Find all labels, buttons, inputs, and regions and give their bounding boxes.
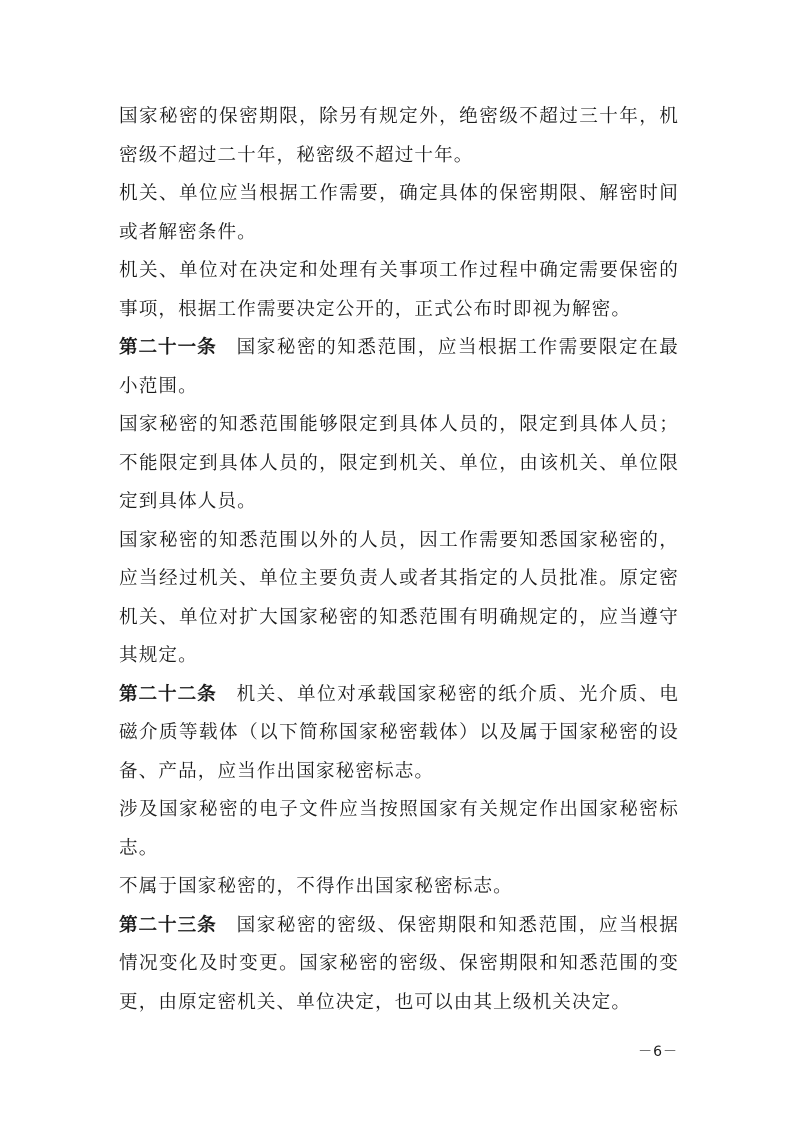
paragraph-electronic-files	[119, 791, 679, 868]
article-number: 第二十三条	[119, 914, 217, 936]
paragraph-scope-personnel	[119, 406, 679, 522]
paragraph-text: 国家秘密的知悉范围能够限定到具体人员的，限定到具体人员；不能限定到具体人员的，限定到机关、单位，由该机关、单位限定到具体人员。	[119, 414, 679, 512]
paragraph-secrecy-period	[119, 98, 679, 175]
article-21	[119, 329, 679, 406]
paragraph-text: 国家秘密的知悉范围，应当根据工作需要限定在最小范围。	[119, 337, 679, 397]
article-23	[119, 907, 679, 1023]
paragraph-scope-approval	[119, 522, 679, 676]
article-22	[119, 676, 679, 792]
paragraph-determine-period	[119, 175, 679, 252]
paragraph-text: 国家秘密的知悉范围以外的人员，因工作需要知悉国家秘密的，应当经过机关、单位主要负责人或者其指定的人员批准。原定密机关、单位对扩大国家秘密的知悉范围有明确规定的，应当遵守其规定。	[119, 529, 679, 666]
page-number: －6－	[638, 1044, 678, 1060]
paragraph-text: 机关、单位对承载国家秘密的纸介质、光介质、电磁介质等载体（以下简称国家秘密载体）以及属于国家秘密的设备、产品，应当作出国家秘密标志。	[119, 683, 679, 782]
paragraph-text: 国家秘密的保密期限，除另有规定外，绝密级不超过三十年，机密级不超过二十年，秘密级不超过十年。	[119, 106, 679, 166]
paragraph-text: 机关、单位应当根据工作需要，确定具体的保密期限、解密时间或者解密条件。	[119, 183, 679, 243]
paragraph-no-marking	[119, 868, 679, 907]
paragraph-public-declassify	[119, 252, 679, 329]
paragraph-text: 机关、单位对在决定和处理有关事项工作过程中确定需要保密的事项，根据工作需要决定公开的，正式公布时即视为解密。	[119, 260, 679, 320]
paragraph-text: 涉及国家秘密的电子文件应当按照国家有关规定作出国家秘密标志。	[119, 799, 679, 859]
document-body	[119, 98, 679, 1022]
article-number: 第二十二条	[119, 683, 217, 705]
article-number: 第二十一条	[119, 337, 217, 358]
paragraph-text: 国家秘密的密级、保密期限和知悉范围，应当根据情况变化及时变更。国家秘密的密级、保密期限和知悉范围的变更，由原定密机关、单位决定，也可以由其上级机关决定。	[119, 914, 679, 1013]
paragraph-text: 不属于国家秘密的，不得作出国家秘密标志。	[119, 876, 513, 897]
